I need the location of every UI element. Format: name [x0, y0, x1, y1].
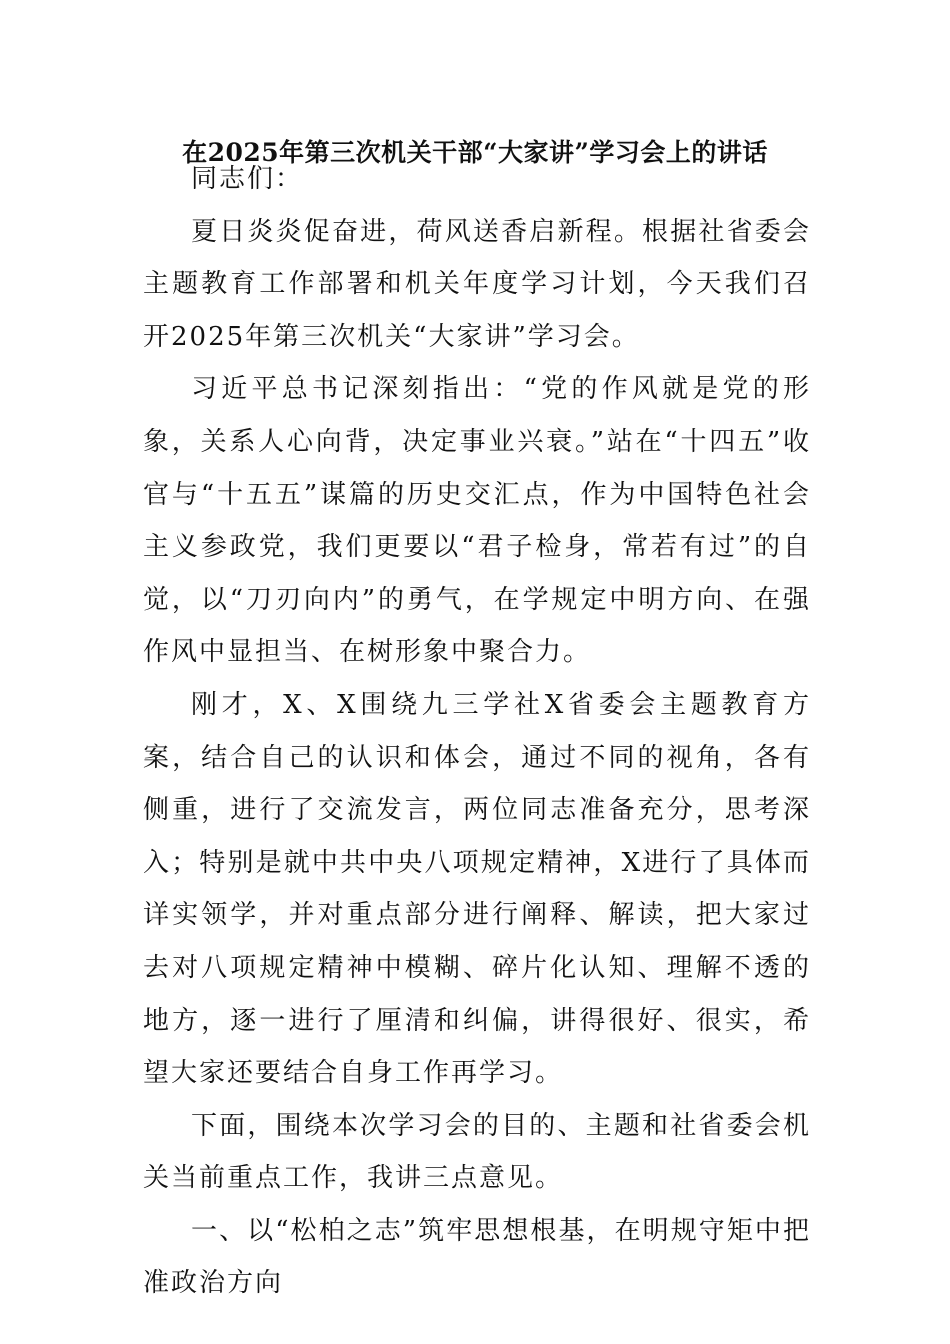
body-paragraph: 刚才，X、X围绕九三学社X省委会主题教育方案，结合自己的认识和体会，通过不同的视角，各有侧重，进行了交流发言，两位同志准备充分，思考深入；特别是就中共中央八项规定精神，X进行了具体而详实领学，并对重点部分进行阐释、解读，把大家过去对八项规定精神中模糊、碎片化认知、理解不透的地方，逐一进行了厘清和纠偏，讲得很好、很实，希望大家还要结合自身工作再学习。: [143, 689, 811, 1089]
document-body: [143, 153, 811, 1310]
body-paragraph: 下面，围绕本次学习会的目的、主题和社省委会机关当前重点工作，我讲三点意见。: [143, 1110, 811, 1194]
salutation-paragraph: 同志们：: [191, 164, 304, 194]
section-heading: 一、以“松柏之志”筑牢思想根基，在明规守矩中把准政治方向: [143, 1215, 811, 1299]
body-paragraph: 夏日炎炎促奋进，荷风送香启新程。根据社省委会主题教育工作部署和机关年度学习计划，今天我们召开2025年第三次机关“大家讲”学习会。: [143, 216, 811, 352]
document-title: 在2025年第三次机关干部“大家讲”学习会上的讲话: [182, 138, 768, 167]
body-paragraph: 习近平总书记深刻指出：“党的作风就是党的形象，关系人心向背，决定事业兴衰。”站在“十四五”收官与“十五五”谋篇的历史交汇点，作为中国特色社会主义参政党，我们更要以“君子检身，常若有过”的自觉，以“刀刃向内”的勇气，在学规定中明方向、在强作风中显担当、在树形象中聚合力。: [143, 374, 811, 668]
